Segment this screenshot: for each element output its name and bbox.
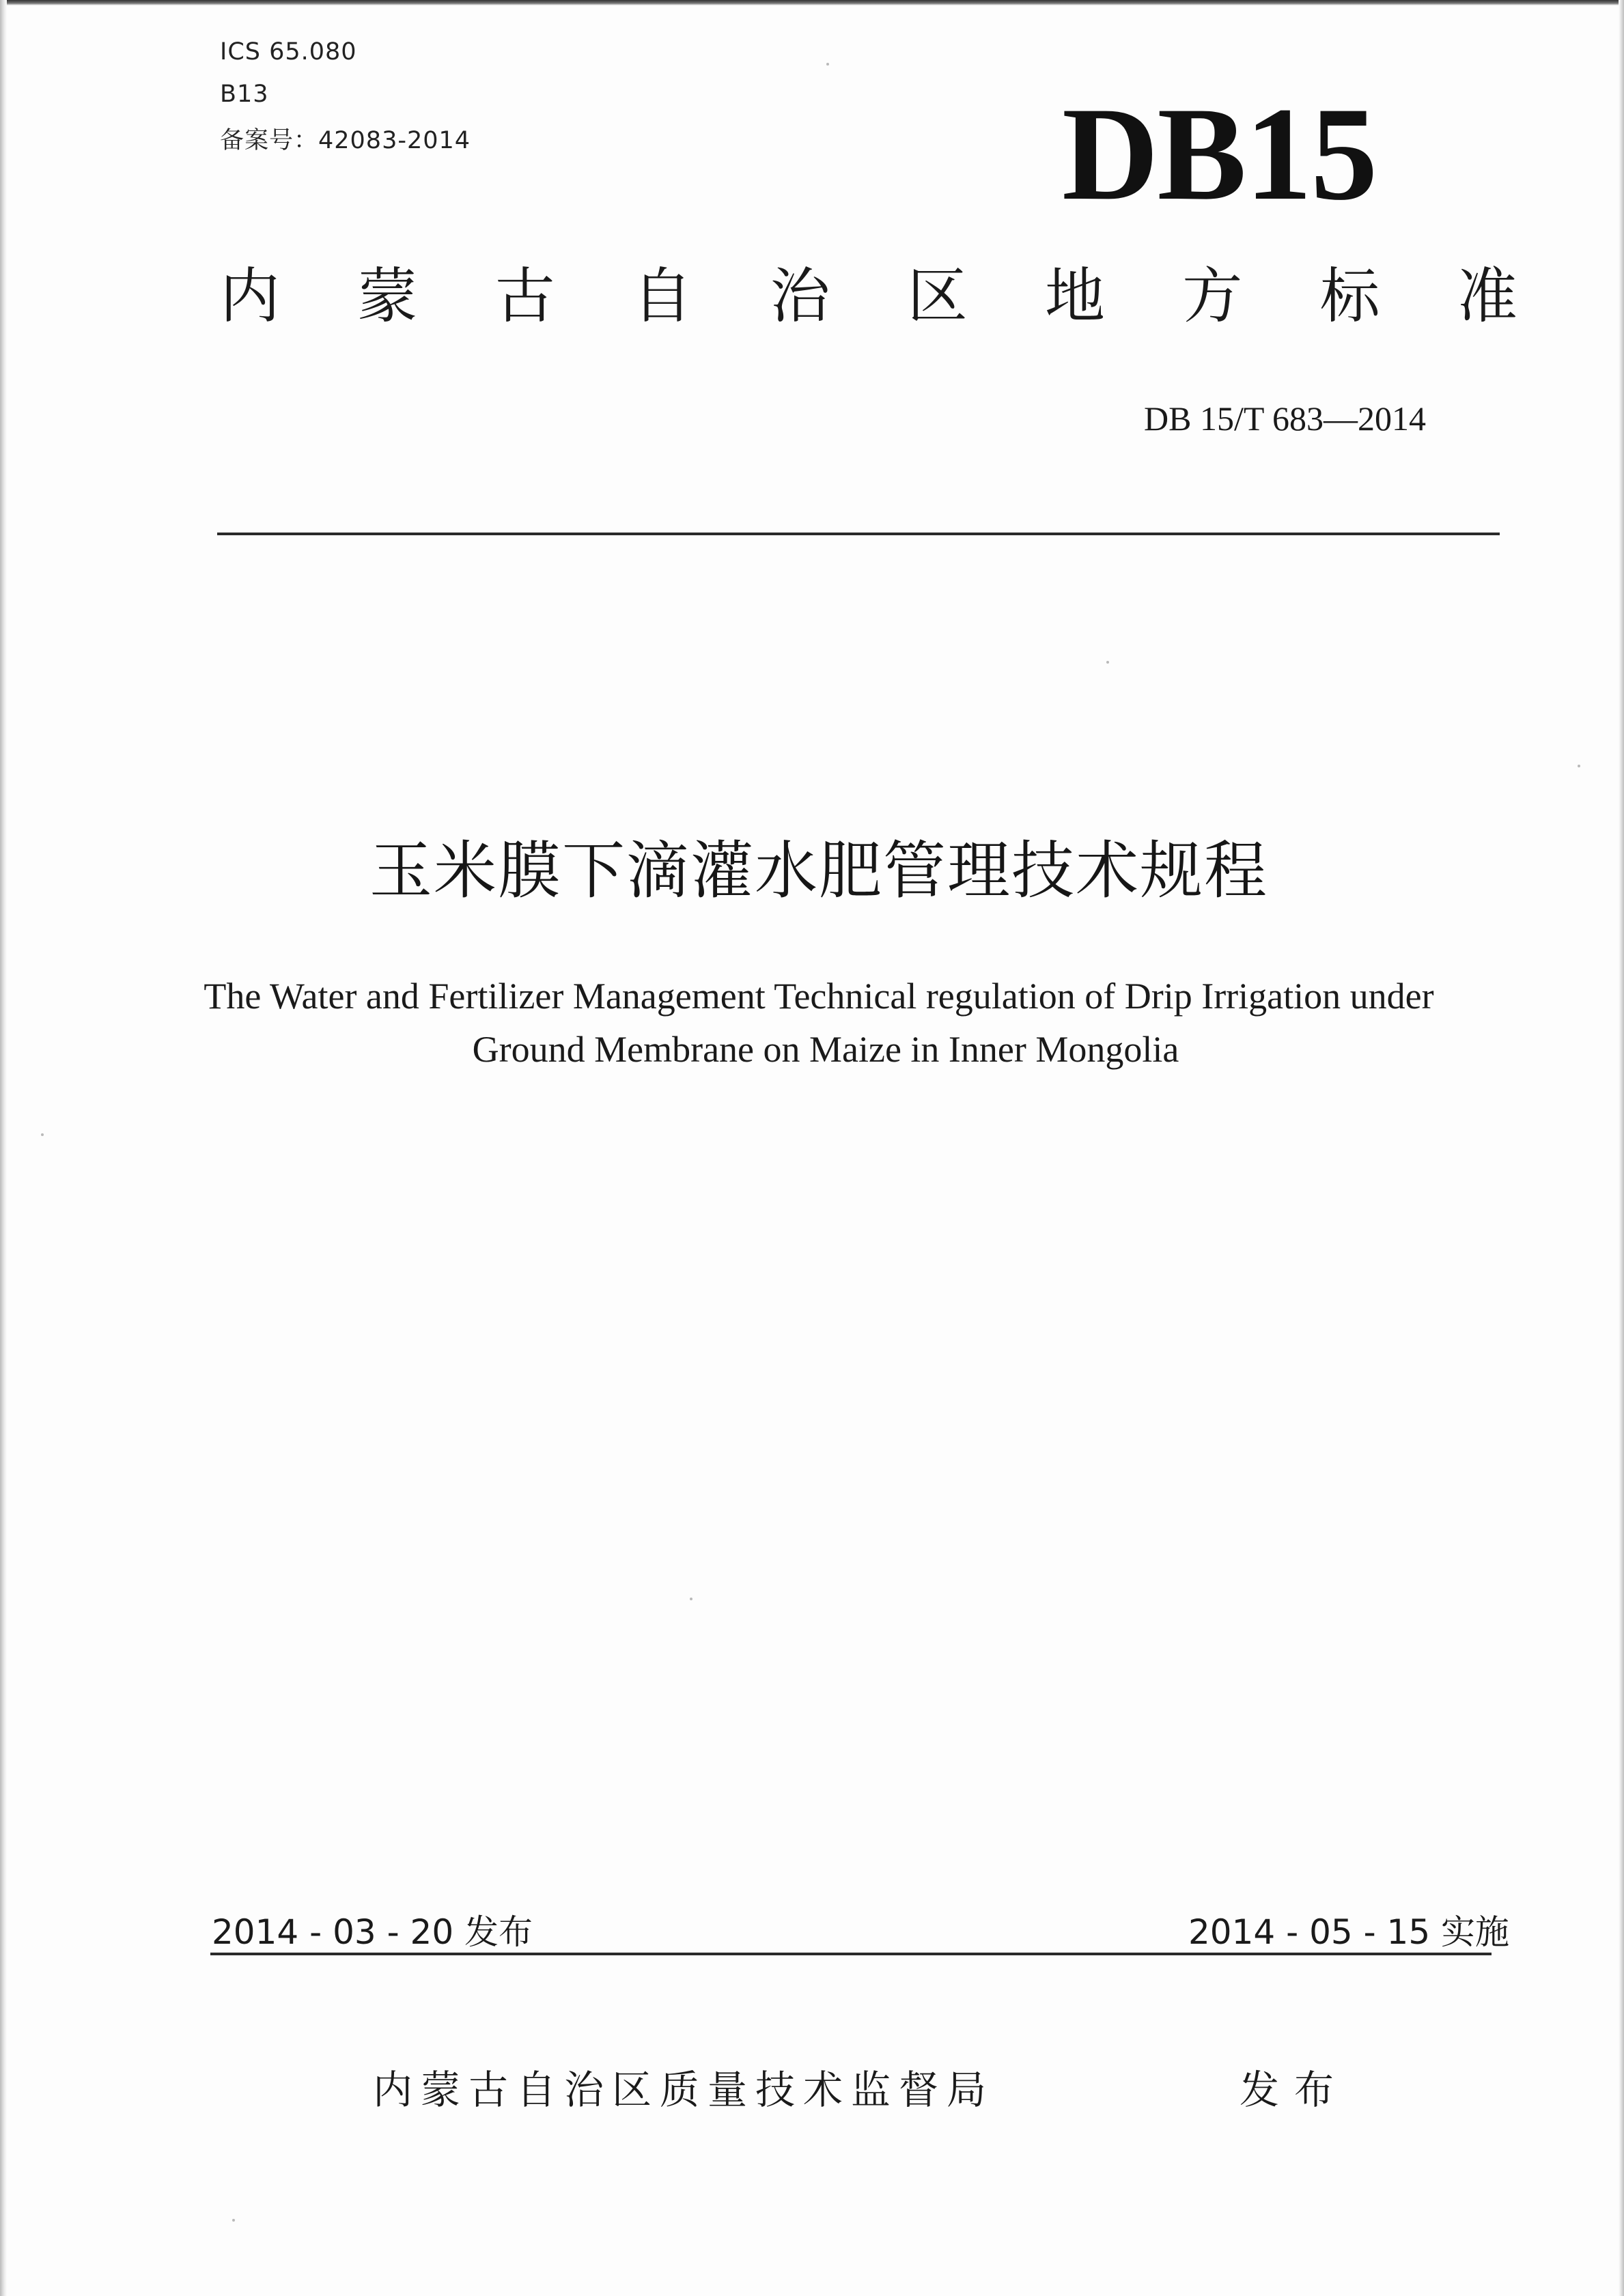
issuing-authority: 内蒙古自治区质量技术监督局 bbox=[373, 2067, 995, 2113]
standard-type-char: 标 bbox=[1319, 261, 1380, 331]
implementation-date: 2014 - 05 - 15 实施 bbox=[1188, 1912, 1510, 1952]
header-divider bbox=[217, 533, 1500, 535]
filing-number: 备案号：42083-2014 bbox=[220, 127, 471, 154]
ics-code: ICS 65.080 bbox=[220, 38, 357, 66]
title-english-line-1: The Water and Fertilizer Management Technical regulation of Drip Irrigation under bbox=[204, 976, 1434, 1017]
scan-speck bbox=[1106, 661, 1109, 664]
issue-date: 2014 - 03 - 20 发布 bbox=[212, 1912, 533, 1952]
scan-speck bbox=[232, 2219, 235, 2222]
standard-type-char: 地 bbox=[1044, 261, 1105, 331]
scan-edge-left bbox=[0, 0, 7, 2296]
title-english bbox=[0, 969, 1624, 1076]
standard-type-char: 准 bbox=[1457, 261, 1517, 331]
scan-speck bbox=[690, 1598, 692, 1600]
standard-type-char: 内 bbox=[220, 261, 281, 331]
title-chinese: 玉米膜下滴灌水肥管理技术规程 bbox=[369, 834, 1268, 907]
standard-type-char: 古 bbox=[494, 261, 555, 331]
db-code-logo: DB15 bbox=[1062, 80, 1377, 228]
standard-type-char: 蒙 bbox=[357, 261, 418, 331]
scan-edge-right bbox=[1619, 0, 1624, 2296]
ccs-code: B13 bbox=[220, 81, 269, 108]
scan-speck bbox=[826, 63, 829, 66]
standard-type-char: 区 bbox=[907, 261, 968, 331]
scan-speck bbox=[1578, 765, 1580, 767]
standard-type-char: 治 bbox=[770, 261, 830, 331]
scan-speck bbox=[41, 1133, 44, 1136]
date-divider bbox=[210, 1953, 1492, 1955]
standard-type-char: 方 bbox=[1182, 261, 1243, 331]
standard-number: DB 15/T 683—2014 bbox=[1144, 399, 1426, 438]
standard-type-char: 自 bbox=[632, 261, 692, 331]
scan-edge-top bbox=[0, 0, 1624, 5]
issue-label: 发布 bbox=[1240, 2067, 1349, 2113]
title-english-line-2: Ground Membrane on Maize in Inner Mongolia bbox=[472, 1029, 1179, 1070]
standard-type-heading bbox=[220, 261, 1517, 331]
